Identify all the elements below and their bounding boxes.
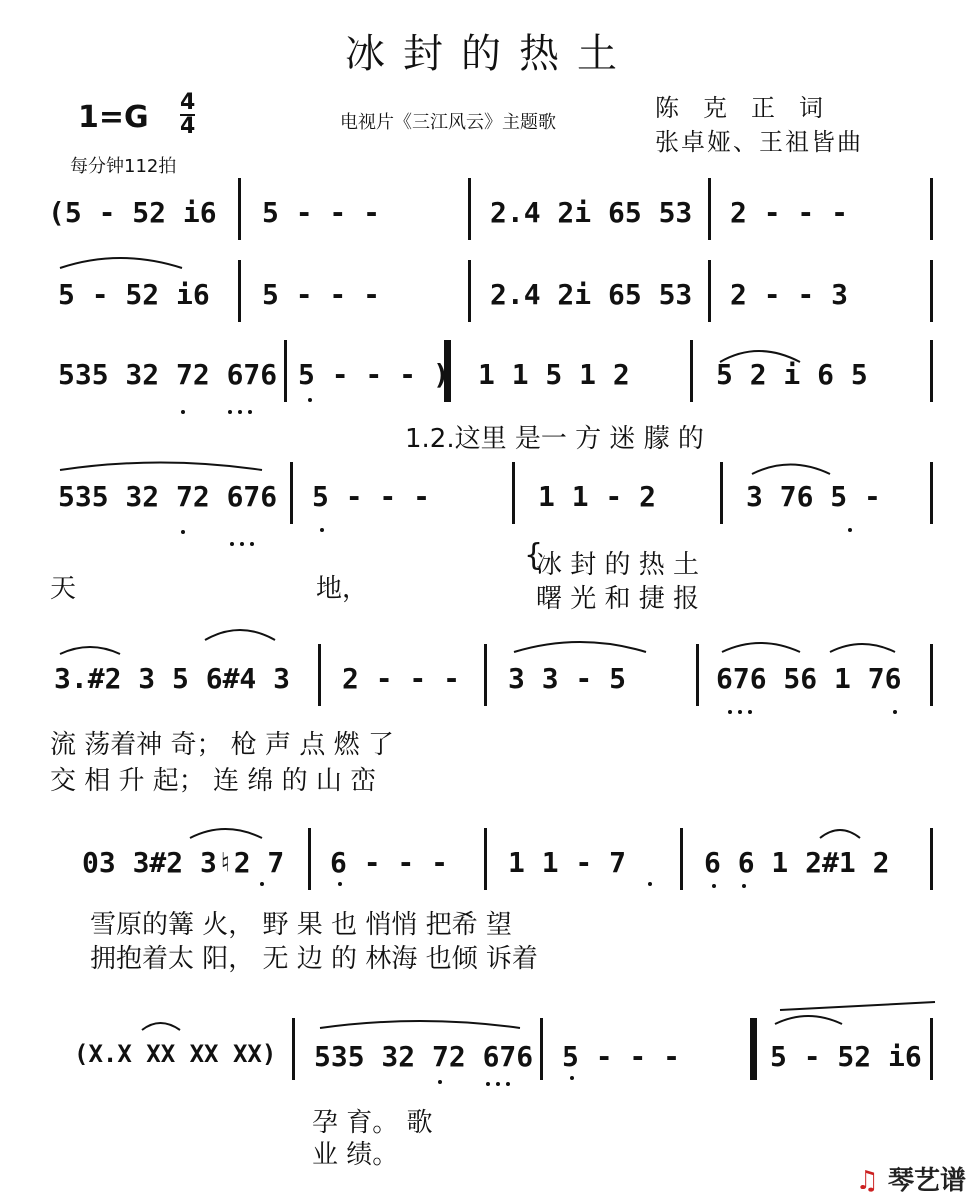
composer: 张卓娅、王祖皆曲 <box>655 128 863 156</box>
octave-dot <box>893 710 897 714</box>
brace: { <box>524 538 544 573</box>
measure: 1 1 - 2 <box>538 480 657 513</box>
octave-dot <box>238 410 242 414</box>
octave-dot <box>728 710 732 714</box>
lyricist: 陈克正词 <box>655 94 847 122</box>
measure: 5 - - - <box>562 1040 681 1073</box>
measure: 5 - - - <box>312 480 431 513</box>
measure: 3 76 5 - <box>746 480 881 513</box>
slur <box>60 258 182 268</box>
octave-dot <box>648 882 652 886</box>
octave-dot <box>260 882 264 886</box>
lyric-line: 曙 光 和 捷 报 <box>536 584 700 614</box>
slur <box>205 630 275 640</box>
measure: 535 32 72 676 <box>58 358 278 391</box>
octave-dot <box>486 1082 490 1086</box>
octave-dot <box>181 530 185 534</box>
measure: 3 3 - 5 <box>508 662 627 695</box>
octave-dot <box>438 1080 442 1084</box>
slur <box>60 647 120 654</box>
slur <box>720 351 800 362</box>
octave-dot <box>308 398 312 402</box>
lyric-line: 地， <box>316 574 369 604</box>
tempo: 每分钟112拍 <box>70 156 177 177</box>
measure: 5 - - - <box>262 196 381 229</box>
measure: 5 - 52 i6 <box>58 278 210 311</box>
measure: 2.4 2i 65 53 <box>490 278 693 311</box>
slur <box>820 830 860 838</box>
octave-dot <box>338 882 342 886</box>
slur <box>190 829 262 838</box>
measure: 6 - - - <box>330 846 449 879</box>
measure: 03 3#2 3♮2 7 <box>82 846 285 879</box>
time-bottom: 4 <box>180 114 196 139</box>
measure: 2 - - - <box>730 196 849 229</box>
measure: 5 - 52 i6 <box>770 1040 922 1073</box>
slur <box>752 465 830 475</box>
slur <box>60 463 262 471</box>
octave-dot <box>250 542 254 546</box>
lyric-line: 雪原的篝 火， 野 果 也 悄悄 把希 望 <box>90 910 512 940</box>
key-signature: 1=G <box>78 100 149 135</box>
lyric-line: 交 相 升 起； 连 绵 的 山 峦 <box>50 766 377 796</box>
song-title: 冰封的热土 <box>345 31 635 77</box>
measure: 535 32 72 676 <box>58 480 278 513</box>
measure: 5 - - - ) <box>298 358 450 391</box>
measure: 2 - - 3 <box>730 278 849 311</box>
octave-dot <box>748 710 752 714</box>
measure: 2.4 2i 65 53 <box>490 196 693 229</box>
slur <box>775 1016 842 1024</box>
lyric-line: 孕 育。 歌 <box>312 1108 433 1138</box>
measure: (5 - 52 i6 <box>48 196 217 229</box>
octave-dot <box>506 1082 510 1086</box>
lyric-line: 业 绩。 <box>312 1140 399 1170</box>
measure: 1 1 5 1 2 <box>478 358 630 391</box>
measure: 6 6 1 2#1 2 <box>704 846 890 879</box>
measure: 5 2 i 6 5 <box>716 358 868 391</box>
slur <box>142 1023 180 1030</box>
octave-dot <box>742 884 746 888</box>
time-top: 4 <box>180 90 196 115</box>
lyric-line: 1.2.这里 是一 方 迷 朦 的 <box>405 424 704 454</box>
measure: 1 1 - 7 <box>508 846 627 879</box>
octave-dot <box>181 410 185 414</box>
measure: 535 32 72 676 <box>314 1040 534 1073</box>
subtitle: 电视片《三江风云》主题歌 <box>340 112 556 133</box>
octave-dot <box>240 542 244 546</box>
octave-dot <box>712 884 716 888</box>
logo-icon: ♫ <box>855 1166 879 1196</box>
lyric-line: 冰 封 的 热 土 <box>536 550 700 580</box>
octave-dot <box>848 528 852 532</box>
lyric-line: 流 荡着神 奇； 枪 声 点 燃 了 <box>50 730 394 760</box>
octave-dot <box>248 410 252 414</box>
slur <box>514 642 646 652</box>
lyric-line: 拥抱着太 阳， 无 边 的 林海 也倾 诉着 <box>90 944 538 974</box>
octave-dot <box>496 1082 500 1086</box>
slur <box>722 643 800 652</box>
octave-dot <box>228 410 232 414</box>
octave-dot <box>570 1076 574 1080</box>
octave-dot <box>230 542 234 546</box>
volta-line <box>780 1002 935 1010</box>
watermark-text: 琴艺谱 <box>887 1166 966 1196</box>
slur <box>320 1021 520 1028</box>
octave-dot <box>320 528 324 532</box>
octave-dot <box>738 710 742 714</box>
measure: 3.#2 3 5 6#4 3 <box>54 662 291 695</box>
measure: 5 - - - <box>262 278 381 311</box>
measure: 2 - - - <box>342 662 461 695</box>
slur <box>830 644 895 652</box>
measure: (X.X XX XX XX) <box>74 1040 277 1068</box>
measure: 676 56 1 76 <box>716 662 902 695</box>
lyric-line: 天 <box>50 574 77 604</box>
